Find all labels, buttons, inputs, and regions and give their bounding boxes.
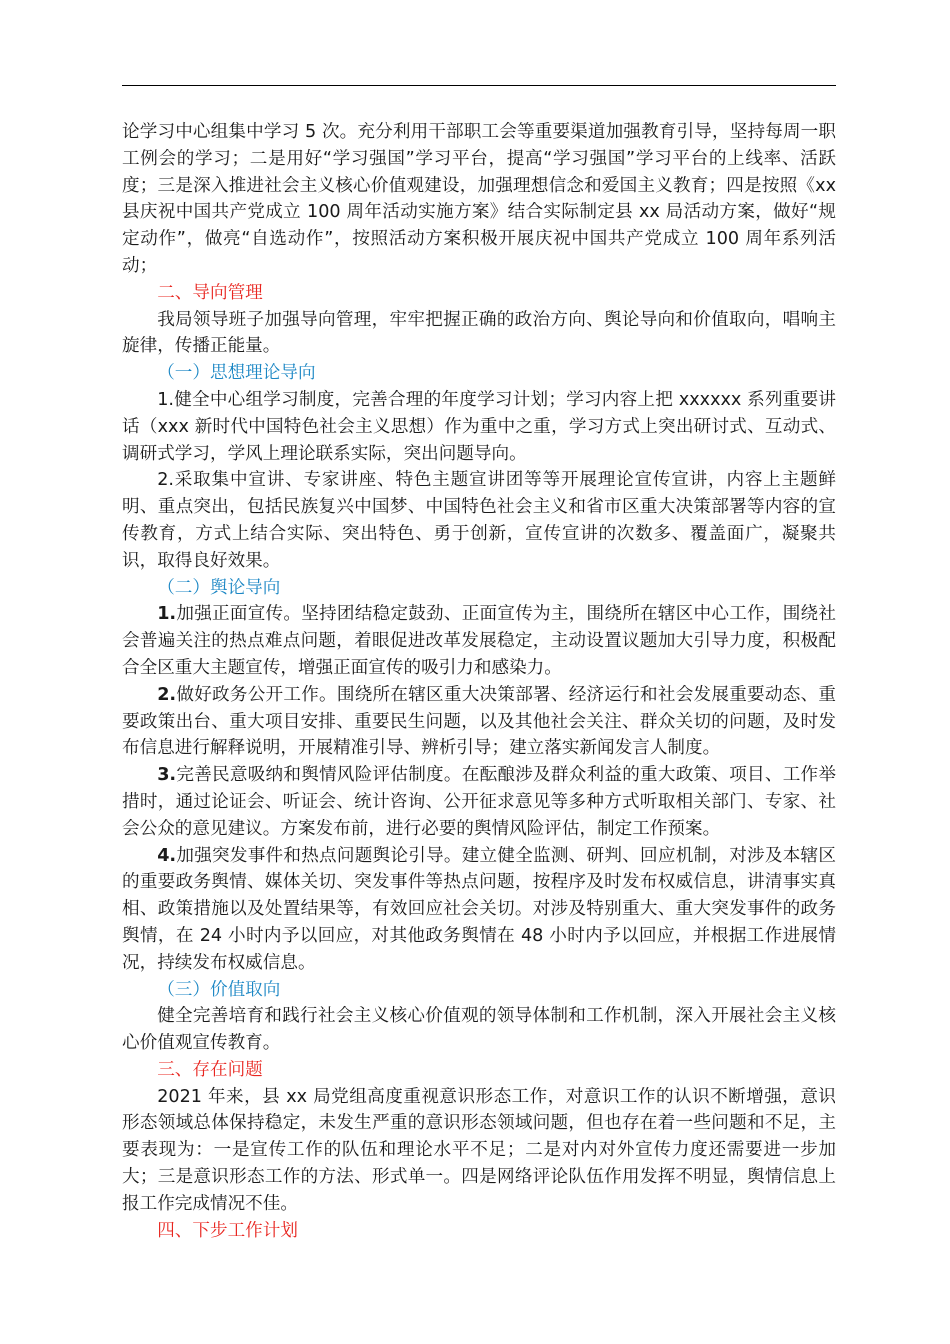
paragraph-opinion-2 (122, 682, 836, 762)
paragraph-problems: 2021 年来，县 xx 局党组高度重视意识形态工作，对意识工作的认识不断增强，意识形态领域总体保持稳定，未发生严重的意识形态领域问题，但也存在着一些问题和不足，主要表现为：一是宣传工作的队伍和理论水平不足；二是对内对外宣传力度还需要进一步加大；三是意识形态工作的方法、形式单一。四是网络评论队伍作用发挥不明显，舆情信息上报工作完成情况不佳。 (122, 1086, 836, 1214)
paragraph-opinion-1 (122, 601, 836, 681)
section-heading-2: 二、导向管理 (157, 282, 263, 303)
item-number: 1. (157, 604, 177, 625)
item-number: 3. (157, 765, 177, 786)
paragraph-values: 健全完善培育和践行社会主义核心价值观的领导体制和工作机制，深入开展社会主义核心价值观宣传教育。 (122, 1006, 836, 1054)
paragraph-theory-1: 1.健全中心组学习制度，完善合理的年度学习计划；学习内容上把 xxxxxx 系列重要讲话（xxx 新时代中国特色社会主义思想）作为重中之重，学习方式上突出研讨式、互动式、调研式学习，学风上理论联系实际，突出问题导向。 (122, 389, 836, 464)
item-text: 加强突发事件和热点问题舆论引导。建立健全监测、研判、回应机制，对涉及本辖区的重要政务舆情、媒体关切、突发事件等热点问题，按程序及时发布权威信息，讲清事实真相、政策措施以及处置结果等，有效回应社会关切。对涉及特别重大、重大突发事件的政务舆情，在 24 小时内予以回应，对其他政务舆情在 48 小时内予以回应，并根据工作进展情况，持续发布权威信息。 (122, 845, 836, 973)
item-number: 4. (157, 845, 177, 866)
item-number: 2. (157, 684, 177, 705)
section-heading-4: 四、下步工作计划 (157, 1220, 298, 1241)
document-body (122, 119, 836, 1244)
paragraph-guidance: 我局领导班子加强导向管理，牢牢把握正确的政治方向、舆论导向和价值取向，唱响主旋律，传播正能量。 (122, 309, 836, 357)
subsection-heading-1: （一）思想理论导向 (157, 363, 316, 384)
header-rule (122, 85, 836, 86)
subsection-heading-3: （三）价值取向 (157, 979, 281, 1000)
paragraph-theory-2: 2.采取集中宣讲、专家讲座、特色主题宣讲团等等开展理论宣传宣讲，内容上主题鲜明、重点突出，包括民族复兴中国梦、中国特色社会主义和省市区重大决策部署等内容的宣传教育，方式上结合实际、突出特色、勇于创新，宣传宣讲的次数多、覆盖面广，凝聚共识，取得良好效果。 (122, 470, 836, 571)
paragraph-opinion-3 (122, 762, 836, 842)
item-text: 做好政务公开工作。围绕所在辖区重大决策部署、经济运行和社会发展重要动态、重要政策出台、重大项目安排、重要民生问题，以及其他社会关注、群众关切的问题，及时发布信息进行解释说明，开展精准引导、辨析引导；建立落实新闻发言人制度。 (122, 684, 836, 759)
paragraph-opinion-4 (122, 843, 836, 977)
item-text: 完善民意吸纳和舆情风险评估制度。在酝酿涉及群众利益的重大政策、项目、工作举措时，通过论证会、听证会、统计咨询、公开征求意见等多种方式听取相关部门、专家、社会公众的意见建议。方案发布前，进行必要的舆情风险评估，制定工作预案。 (122, 765, 836, 839)
subsection-heading-2: （二）舆论导向 (157, 577, 281, 598)
section-heading-3: 三、存在问题 (157, 1059, 263, 1080)
item-text: 加强正面宣传。坚持团结稳定鼓劲、正面宣传为主，围绕所在辖区中心工作，围绕社会普遍关注的热点难点问题，着眼促进改革发展稳定，主动设置议题加大引导力度，积极配合全区重大主题宣传，增强正面宣传的吸引力和感染力。 (122, 604, 836, 678)
paragraph-intro: 论学习中心组集中学习 5 次。充分利用干部职工会等重要渠道加强教育引导，坚持每周一职工例会的学习；二是用好“学习强国”学习平台，提高“学习强国”学习平台的上线率、活跃度；三是深入推进社会主义核心价值观建设，加强理想信念和爱国主义教育；四是按照《xx 县庆祝中国共产党成立 100 周年活动实施方案》结合实际制定县 xx 局活动方案，做好“规定动作”，做亮“自选动作”，按照活动方案积极开展庆祝中国共产党成立 100 周年系列活动； (122, 122, 836, 276)
